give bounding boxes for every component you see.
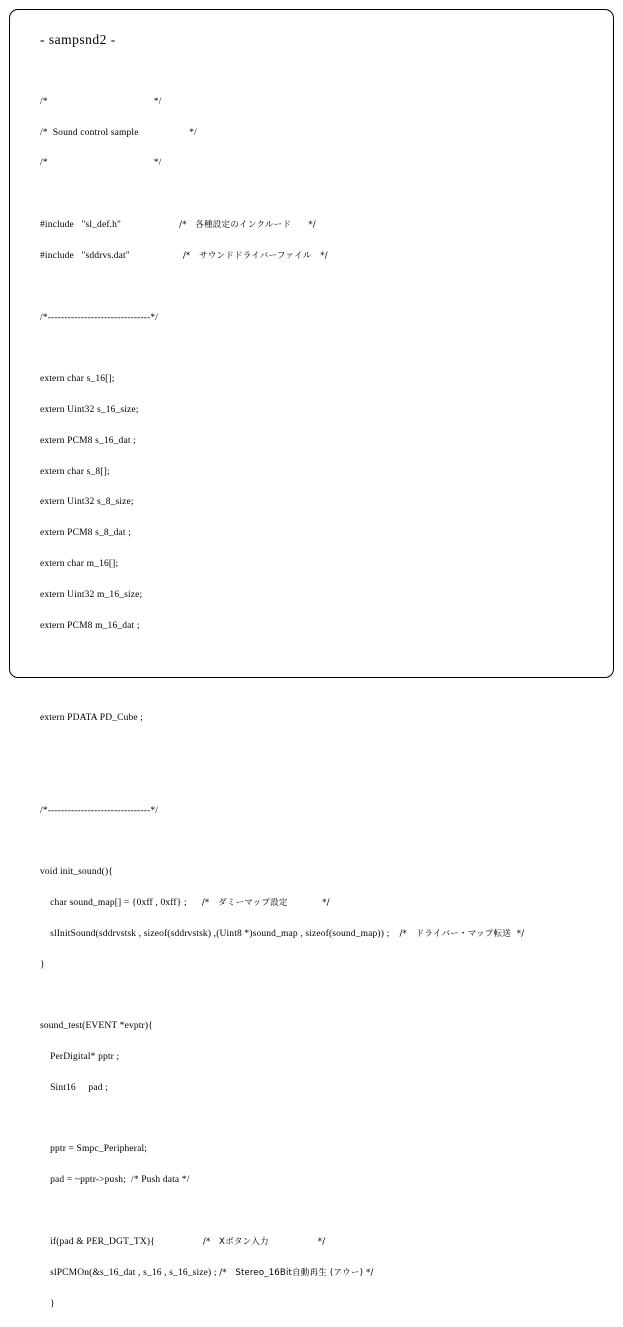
code-line — [40, 588, 599, 603]
code-text: void init_sound(){ — [40, 867, 113, 878]
code-text: pad = ~pptr->push; /* Push data */ — [40, 1175, 190, 1186]
code-line — [40, 1297, 599, 1312]
code-panel-content — [40, 32, 599, 1309]
code-line — [40, 1173, 599, 1188]
code-text: /*-------------------------------*/ — [40, 805, 159, 816]
code-line — [40, 804, 599, 819]
code-line — [40, 680, 599, 695]
code-text: extern PCM8 s_8_dat ; — [40, 528, 132, 539]
code-line — [40, 1235, 599, 1250]
code-text: PerDigital* pptr ; — [40, 1052, 120, 1062]
code-line — [40, 311, 599, 326]
code-line — [40, 495, 599, 510]
code-gap — [187, 898, 202, 908]
code-line — [40, 249, 599, 264]
code-line — [40, 896, 599, 911]
code-text: extern Uint32 s_8_size; — [40, 497, 134, 508]
code-line — [40, 711, 599, 726]
code-line — [40, 557, 599, 572]
code-line — [40, 619, 599, 634]
code-line — [40, 865, 599, 880]
code-line — [40, 95, 599, 110]
code-text: extern PCM8 m_16_dat ; — [40, 620, 140, 631]
code-gap — [139, 128, 190, 138]
code-text: extern char m_16[]; — [40, 559, 119, 569]
code-comment: /* ドライバー・マップ転送 */ — [399, 928, 525, 939]
code-line — [40, 988, 599, 1003]
code-line — [40, 156, 599, 171]
code-gap — [48, 158, 154, 168]
code-text: extern char s_8[]; — [40, 466, 110, 477]
code-line — [40, 218, 599, 233]
code-comment: /* 各種設定のインクルード */ — [179, 220, 316, 231]
code-text: } — [40, 1298, 55, 1309]
code-comment: /* Stereo_16Bit自動再生 (アウー) */ — [219, 1267, 374, 1278]
code-text: } — [40, 959, 45, 970]
code-line — [40, 927, 599, 942]
code-line — [40, 1081, 599, 1096]
code-text: extern PDATA PD_Cube ; — [40, 713, 144, 724]
code-line — [40, 773, 599, 788]
code-line — [40, 372, 599, 387]
code-comment: */ — [153, 96, 162, 107]
code-line — [40, 1112, 599, 1127]
code-comment: /* ダミーマップ設定 */ — [201, 897, 330, 908]
code-line — [40, 958, 599, 973]
code-text: if(pad & PER_DGT_TX){ — [40, 1236, 155, 1247]
code-text: char sound_map[] = {0xff , 0xff} ; — [40, 897, 187, 908]
code-line — [40, 1142, 599, 1157]
code-text: #include "sl_def.h" — [40, 220, 122, 231]
code-gap — [48, 97, 154, 107]
code-line — [40, 280, 599, 295]
code-gap — [155, 1237, 203, 1247]
code-text: /* — [40, 158, 48, 169]
code-line — [40, 1204, 599, 1219]
code-line — [40, 649, 599, 664]
code-text: extern char s_16[]; — [40, 374, 115, 385]
code-line — [40, 742, 599, 757]
code-text: extern Uint32 s_16_size; — [40, 404, 139, 415]
code-text: Sint16 pad ; — [40, 1082, 108, 1093]
code-line — [40, 434, 599, 449]
code-text: /* — [40, 96, 48, 107]
code-line — [40, 465, 599, 480]
code-listing — [40, 64, 599, 1327]
code-line — [40, 126, 599, 141]
code-text: sound_test(EVENT *evptr){ — [40, 1021, 153, 1032]
code-comment: */ — [153, 158, 162, 169]
code-comment: */ — [189, 127, 197, 138]
code-line — [40, 403, 599, 418]
code-line — [40, 1266, 599, 1281]
code-text: slInitSound(sddrvstsk , sizeof(sddrvstsk) ,(Uint8 *)sound_map , sizeof(sound_map)) ; — [40, 928, 390, 939]
code-comment: /* Xボタン入力 */ — [202, 1236, 326, 1247]
code-line — [40, 187, 599, 202]
code-line — [40, 64, 599, 79]
code-gap — [130, 251, 183, 261]
code-comment: /* サウンドドライバーファイル */ — [182, 250, 328, 261]
page-title: - sampsnd2 - — [40, 32, 116, 47]
code-text: /*-------------------------------*/ — [40, 312, 159, 323]
code-line — [40, 834, 599, 849]
code-line — [40, 1019, 599, 1034]
code-text: slPCMOn(&s_16_dat , s_16 , s_16_size) ; — [40, 1267, 217, 1278]
code-text: /* Sound control sample — [40, 127, 139, 138]
code-text: extern Uint32 m_16_size; — [40, 589, 143, 600]
code-gap — [389, 929, 399, 939]
code-gap — [121, 220, 179, 230]
code-text: extern PCM8 s_16_dat ; — [40, 435, 136, 446]
code-text: #include "sddrvs.dat" — [40, 250, 130, 261]
code-panel-frame — [9, 9, 614, 1309]
code-line — [40, 341, 599, 356]
code-text: pptr = Smpc_Peripheral; — [40, 1144, 148, 1155]
code-line — [40, 526, 599, 541]
code-line — [40, 1050, 599, 1065]
